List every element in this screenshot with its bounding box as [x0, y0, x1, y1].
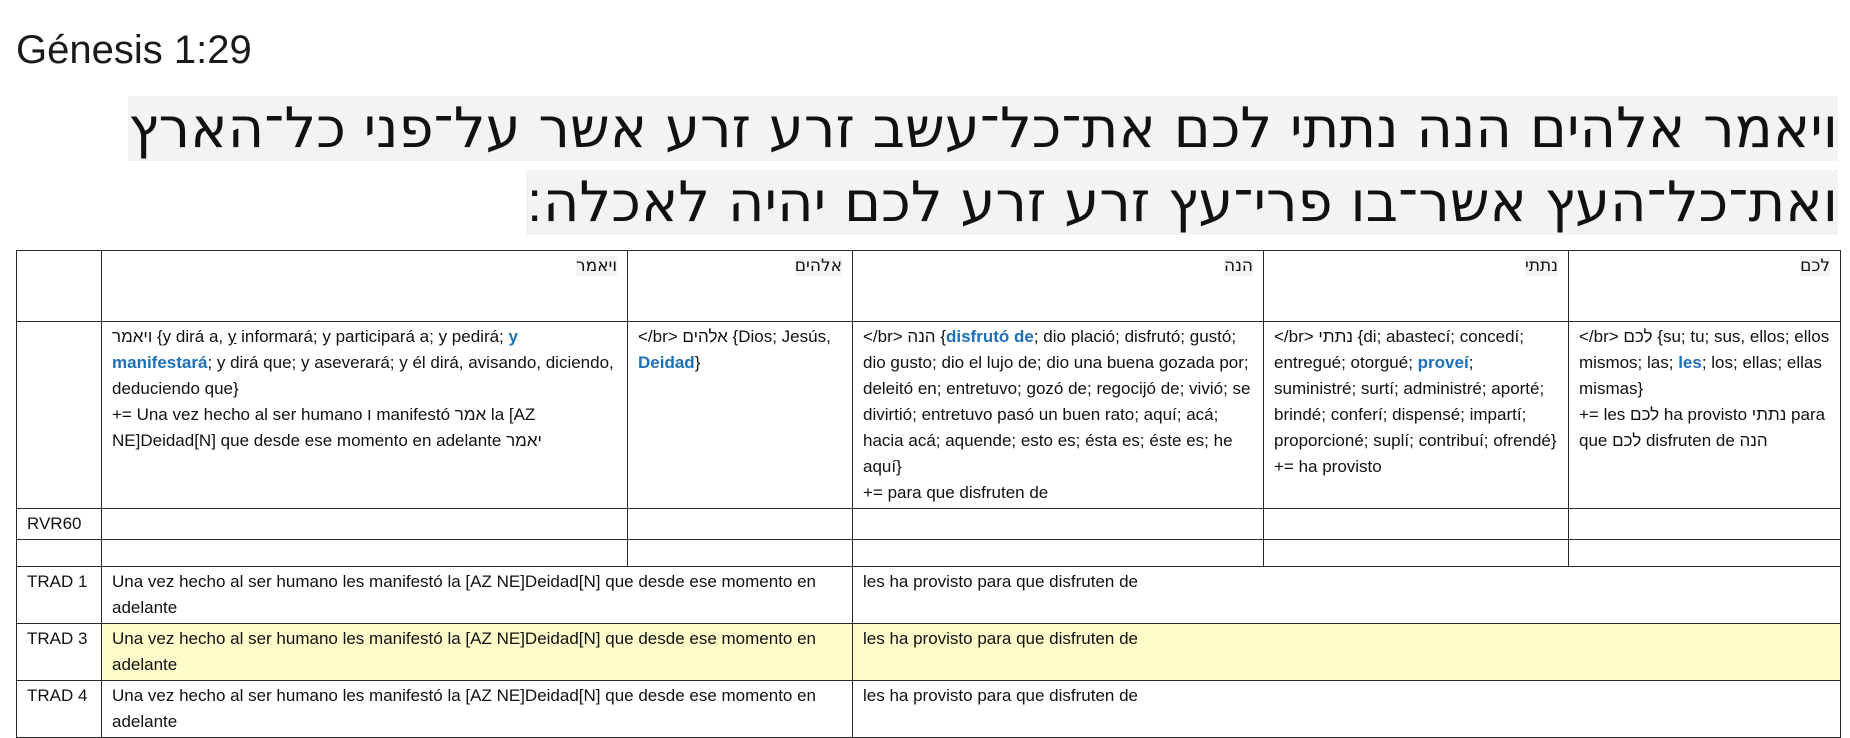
definition-segment: ; y dirá que; y aseverará; y él dirá, avisando, diciendo, deduciendo que}	[112, 353, 614, 398]
definition-cell	[628, 322, 853, 509]
interlinear-table	[16, 250, 1841, 738]
definition-text	[1579, 324, 1830, 402]
hebrew-word-cell	[102, 251, 628, 322]
definition-segment: ויאמר {y dirá a,	[112, 327, 228, 346]
hebrew-verse-text: ויאמר אלהים הנה נתתי לכם את־כל־עשב זרע זרע אשר על־פני כל־הארץ ואת־כל־העץ אשר־בו פרי־עץ זרע זרע לכם יהיה לאכלה׃	[128, 96, 1838, 235]
definition-segment: += para que disfruten de	[863, 483, 1049, 502]
highlighted-term: disfrutó de	[946, 327, 1034, 346]
hebrew-word-cell	[853, 251, 1264, 322]
definition-text	[638, 324, 842, 376]
definition-cell	[1569, 322, 1841, 509]
highlighted-term: les	[1678, 353, 1702, 372]
translation-label: TRAD 1	[17, 567, 102, 624]
highlighted-term: y manifestará	[112, 327, 518, 372]
definition-segment: ; los; ellas; ellas mismas}	[1579, 353, 1822, 398]
definition-segment: ; dio plació; disfrutó; gustó; dio gusto; dio el lujo de; dio una buena gozada por; deleitó en; entretuvo; gozó de; regocijó de; vivió; se divirtió; entretuvo pasó un buen rato; aquí; acá; hacia acá; aquende; esto es; ésta es; éste es; he aquí}	[863, 327, 1251, 476]
translation-row-highlighted	[17, 624, 1841, 681]
definition-segment: </br> אלהים {Dios; Jesús,	[638, 327, 831, 346]
rvr60-label: RVR60	[17, 509, 102, 540]
blank-cell	[1264, 540, 1569, 567]
translation-text-b: les ha provisto para que disfruten de	[853, 681, 1841, 738]
definition-cell	[853, 322, 1264, 509]
page-title: Génesis 1:29	[16, 28, 252, 72]
definitions-row	[17, 322, 1841, 509]
definition-segment: </br> לכם {su; tu; sus, ellos; ellos mismos; las;	[1579, 327, 1830, 372]
translation-text-a: Una vez hecho al ser humano les manifestó la [AZ NE]Deidad[N] que desde ese momento en adelante	[102, 624, 853, 681]
rvr60-cell	[853, 509, 1264, 540]
hebrew-word: הנה	[1223, 256, 1253, 276]
blank-cell	[628, 540, 853, 567]
hebrew-word: נתתי	[1525, 256, 1558, 276]
definition-segment: += les לכם ha provisto נתתי para que לכם disfruten de הנה	[1579, 405, 1826, 450]
definition-segment: ; suministré; surtí; administré; aporté; brindé; conferí; dispensé; impartí; proporcioné; suplí; contribuí; ofrendé}	[1274, 353, 1557, 450]
translation-text-b: les ha provisto para que disfruten de	[853, 624, 1841, 681]
definition-segment: += Una vez hecho al ser humano ו manifestó אמר la [AZ NE]Deidad[N] que desde ese momento en adelante יאמר	[112, 405, 542, 450]
rvr60-cell	[102, 509, 628, 540]
blank-cell	[17, 540, 102, 567]
rvr60-cell	[628, 509, 853, 540]
definition-segment: }	[694, 353, 701, 372]
rvr60-cell	[1569, 509, 1841, 540]
translation-text-a: Una vez hecho al ser humano les manifestó la [AZ NE]Deidad[N] que desde ese momento en adelante	[102, 567, 853, 624]
definition-text	[112, 324, 617, 402]
blank-cell	[1569, 540, 1841, 567]
definition-segment: += ha provisto	[1274, 457, 1382, 476]
blank-row	[17, 540, 1841, 567]
translation-note	[112, 402, 617, 454]
translation-note	[1579, 402, 1830, 454]
translation-label: TRAD 4	[17, 681, 102, 738]
hebrew-word-cell	[1264, 251, 1569, 322]
definition-cell	[1264, 322, 1569, 509]
hebrew-verse	[16, 92, 1838, 240]
definitions-label-cell	[17, 322, 102, 509]
definition-text	[863, 324, 1253, 480]
translation-row	[17, 681, 1841, 738]
highlighted-term: Deidad	[638, 353, 695, 372]
translation-text-b: les ha provisto para que disfruten de	[853, 567, 1841, 624]
rvr60-cell	[1264, 509, 1569, 540]
translation-note	[1274, 454, 1558, 480]
hebrew-word: ויאמר	[576, 256, 617, 276]
translation-label: TRAD 3	[17, 624, 102, 681]
hebrew-words-row	[17, 251, 1841, 322]
hebrew-word: אלהים	[794, 256, 842, 276]
translation-note	[863, 480, 1253, 506]
definition-segment: </br> הנה {	[863, 327, 946, 346]
blank-cell	[853, 540, 1264, 567]
definition-segment: informará; y participará a; y pedirá;	[236, 327, 509, 346]
blank-cell	[102, 540, 628, 567]
hebrew-word-cell	[1569, 251, 1841, 322]
translation-row	[17, 567, 1841, 624]
translation-text-a: Una vez hecho al ser humano les manifestó la [AZ NE]Deidad[N] que desde ese momento en adelante	[102, 681, 853, 738]
definition-cell	[102, 322, 628, 509]
definition-text	[1274, 324, 1558, 454]
hebrew-word-cell	[628, 251, 853, 322]
rvr60-row	[17, 509, 1841, 540]
underlined-term: y	[227, 327, 237, 346]
highlighted-term: proveí	[1417, 353, 1469, 372]
corner-cell	[17, 251, 102, 322]
definition-segment: </br> נתתי {di; abastecí; concedí; entregué; otorgué;	[1274, 327, 1525, 372]
hebrew-word: לכם	[1800, 256, 1830, 276]
